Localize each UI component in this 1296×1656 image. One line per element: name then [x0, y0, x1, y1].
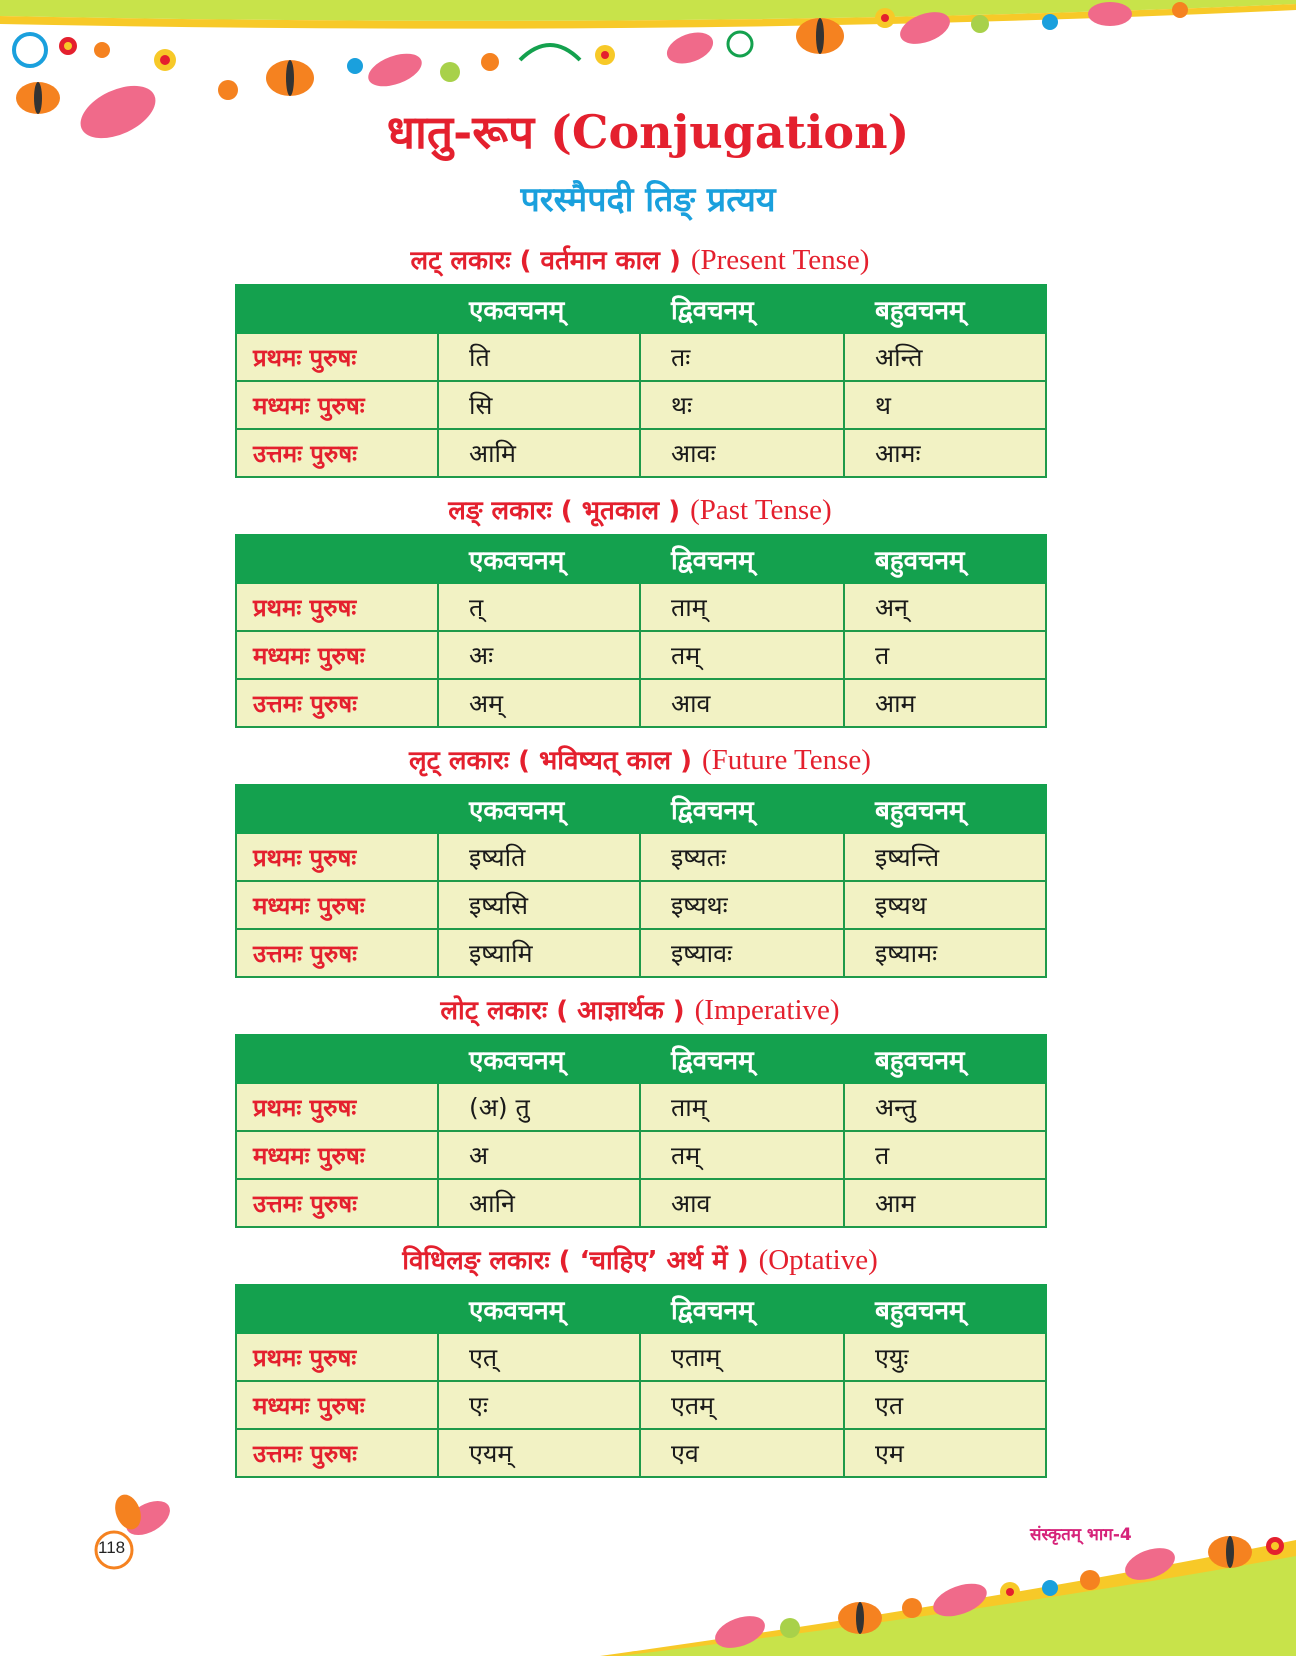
table-cell: अन् [844, 583, 1046, 631]
header-dual: द्विवचनम् [640, 785, 844, 833]
table-cell: तम् [640, 631, 844, 679]
table-cell: आम [844, 1179, 1046, 1227]
section-title-hindi: लृट् लकारः ( भविष्यत् काल ) [409, 746, 692, 776]
table-row [236, 1429, 1046, 1477]
section-title-english: (Future Tense) [701, 744, 871, 776]
table-cell: अम् [438, 679, 640, 727]
table-header-row [236, 1285, 1046, 1333]
header-plural: बहुवचनम् [844, 1035, 1046, 1083]
table-row [236, 833, 1046, 881]
table-cell: एयुः [844, 1333, 1046, 1381]
table-cell: आवः [640, 429, 844, 477]
table-cell: एतम् [640, 1381, 844, 1429]
row-label: प्रथमः पुरुषः [236, 1083, 438, 1131]
table-row [236, 1083, 1046, 1131]
row-label: उत्तमः पुरुषः [236, 679, 438, 727]
book-name: संस्कृतम् भाग-4 [1030, 1525, 1132, 1545]
table-row [236, 631, 1046, 679]
header-singular: एकवचनम् [438, 785, 640, 833]
table-cell: (अ) तु [438, 1083, 640, 1131]
table-cell: आनि [438, 1179, 640, 1227]
table-row [236, 881, 1046, 929]
table-cell: इष्यथ [844, 881, 1046, 929]
table-cell: सि [438, 381, 640, 429]
table-cell: आव [640, 1179, 844, 1227]
table-cell: एव [640, 1429, 844, 1477]
table-row [236, 429, 1046, 477]
row-label: प्रथमः पुरुषः [236, 1333, 438, 1381]
header-dual: द्विवचनम् [640, 285, 844, 333]
table-cell: थः [640, 381, 844, 429]
table-header-row [236, 785, 1046, 833]
row-label: प्रथमः पुरुषः [236, 833, 438, 881]
table-cell: त [844, 1131, 1046, 1179]
row-label: प्रथमः पुरुषः [236, 333, 438, 381]
header-empty [236, 285, 438, 333]
table-header-row [236, 285, 1046, 333]
section-title-hindi: विधिलङ् लकारः ( ‘चाहिए’ अर्थ में ) [402, 1246, 749, 1276]
header-singular: एकवचनम् [438, 285, 640, 333]
section-title-hindi: लट् लकारः ( वर्तमान काल ) [410, 246, 681, 276]
section-title [235, 1240, 1045, 1280]
table-row [236, 381, 1046, 429]
table-cell: ति [438, 333, 640, 381]
header-empty [236, 1285, 438, 1333]
header-plural: बहुवचनम् [844, 535, 1046, 583]
table-cell: ताम् [640, 583, 844, 631]
table-row [236, 1179, 1046, 1227]
row-label: उत्तमः पुरुषः [236, 1179, 438, 1227]
header-empty [236, 785, 438, 833]
table-cell: इष्यति [438, 833, 640, 881]
table-cell: एत [844, 1381, 1046, 1429]
row-label: उत्तमः पुरुषः [236, 1429, 438, 1477]
section-title-english: (Present Tense) [690, 244, 870, 276]
row-label: उत्तमः पुरुषः [236, 429, 438, 477]
table-cell: त् [438, 583, 640, 631]
table-cell: अन्तु [844, 1083, 1046, 1131]
table-cell: इष्यथः [640, 881, 844, 929]
row-label: उत्तमः पुरुषः [236, 929, 438, 977]
section-title [235, 240, 1045, 280]
table-cell: एम [844, 1429, 1046, 1477]
table-cell: ताम् [640, 1083, 844, 1131]
table-cell: थ [844, 381, 1046, 429]
table-cell: आमः [844, 429, 1046, 477]
table-header-row [236, 1035, 1046, 1083]
conjugation-table [235, 784, 1047, 978]
table-cell: त [844, 631, 1046, 679]
table-cell: एः [438, 1381, 640, 1429]
section-title [235, 740, 1045, 780]
row-label: मध्यमः पुरुषः [236, 881, 438, 929]
row-label: प्रथमः पुरुषः [236, 583, 438, 631]
header-dual: द्विवचनम् [640, 1285, 844, 1333]
page-number: 118 [98, 1538, 126, 1557]
section-future-tense [235, 740, 1045, 978]
table-cell: अ [438, 1131, 640, 1179]
table-header-row [236, 535, 1046, 583]
table-cell: आव [640, 679, 844, 727]
conjugation-table [235, 1284, 1047, 1478]
section-title-english: (Optative) [758, 1244, 878, 1276]
table-cell: तम् [640, 1131, 844, 1179]
header-plural: बहुवचनम् [844, 285, 1046, 333]
header-singular: एकवचनम् [438, 535, 640, 583]
table-cell: अः [438, 631, 640, 679]
table-row [236, 1381, 1046, 1429]
row-label: मध्यमः पुरुषः [236, 381, 438, 429]
table-cell: इष्यसि [438, 881, 640, 929]
table-cell: इष्यन्ति [844, 833, 1046, 881]
row-label: मध्यमः पुरुषः [236, 1131, 438, 1179]
row-label: मध्यमः पुरुषः [236, 1381, 438, 1429]
page-subtitle: परस्मैपदी तिङ् प्रत्यय [520, 180, 776, 220]
header-plural: बहुवचनम् [844, 785, 1046, 833]
section-past-tense [235, 490, 1045, 728]
table-cell: इष्यामि [438, 929, 640, 977]
header-dual: द्विवचनम् [640, 1035, 844, 1083]
table-row [236, 333, 1046, 381]
table-cell: इष्यतः [640, 833, 844, 881]
section-title-english: (Imperative) [694, 994, 840, 1026]
table-row [236, 1131, 1046, 1179]
section-title-hindi: लङ् लकारः ( भूतकाल ) [448, 496, 681, 526]
table-row [236, 583, 1046, 631]
section-title [235, 990, 1045, 1030]
section-title [235, 490, 1045, 530]
table-cell: इष्यामः [844, 929, 1046, 977]
page-title: धातु-रूप (Conjugation) [386, 105, 910, 159]
table-row [236, 929, 1046, 977]
section-title-hindi: लोट् लकारः ( आज्ञार्थक ) [440, 996, 685, 1026]
conjugation-table [235, 1034, 1047, 1228]
header-empty [236, 1035, 438, 1083]
table-cell: आम [844, 679, 1046, 727]
table-cell: एयम् [438, 1429, 640, 1477]
table-cell: अन्ति [844, 333, 1046, 381]
header-singular: एकवचनम् [438, 1035, 640, 1083]
conjugation-table [235, 534, 1047, 728]
section-title-english: (Past Tense) [690, 494, 832, 526]
table-row [236, 1333, 1046, 1381]
section-imperative [235, 990, 1045, 1228]
table-cell: तः [640, 333, 844, 381]
table-cell: एत् [438, 1333, 640, 1381]
floral-border-bottom [0, 1500, 1296, 1656]
table-row [236, 679, 1046, 727]
table-cell: इष्यावः [640, 929, 844, 977]
section-present-tense [235, 240, 1045, 478]
conjugation-table [235, 284, 1047, 478]
header-plural: बहुवचनम् [844, 1285, 1046, 1333]
header-dual: द्विवचनम् [640, 535, 844, 583]
header-singular: एकवचनम् [438, 1285, 640, 1333]
table-cell: एताम् [640, 1333, 844, 1381]
header-empty [236, 535, 438, 583]
row-label: मध्यमः पुरुषः [236, 631, 438, 679]
table-cell: आमि [438, 429, 640, 477]
section-optative [235, 1240, 1045, 1478]
